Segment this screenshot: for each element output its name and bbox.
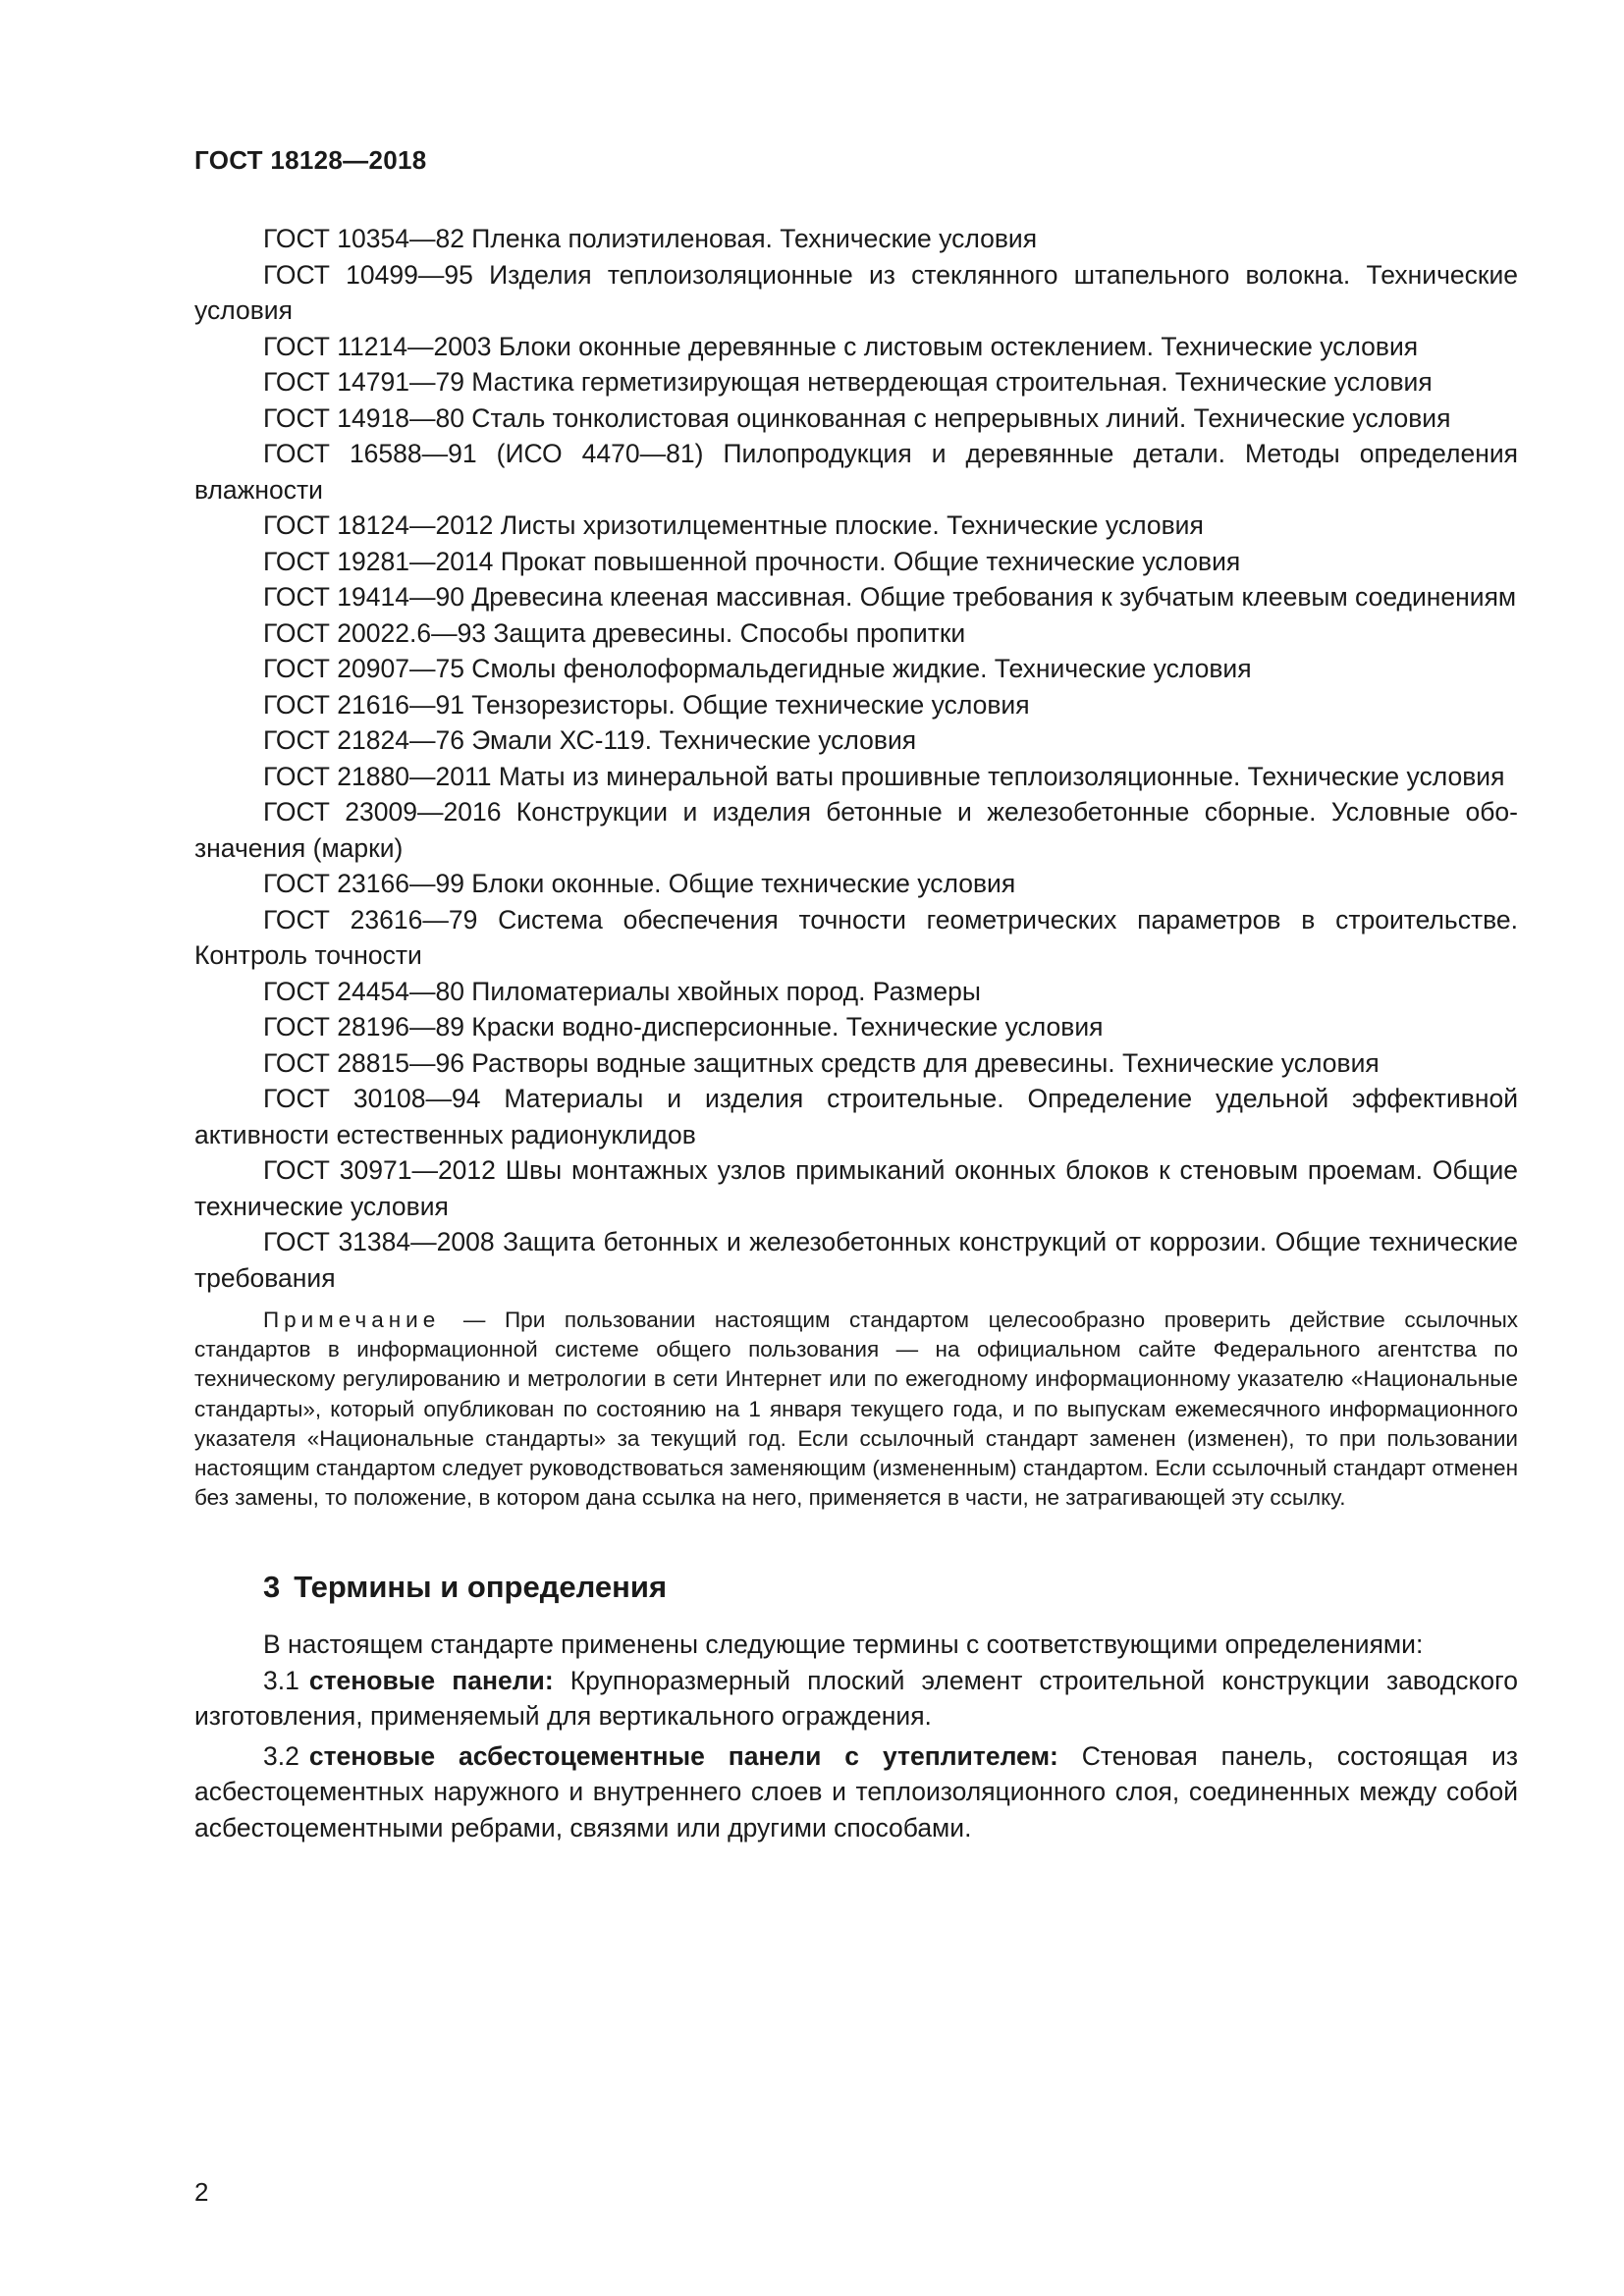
term-name: стеновые панели: (308, 1665, 554, 1695)
section-number: 3 (263, 1570, 281, 1605)
term-number: 3.1 (263, 1665, 299, 1695)
note-label: Примечание (263, 1308, 441, 1332)
section-title: Термины и определения (294, 1570, 668, 1605)
reference-note (194, 1306, 1518, 1513)
page-number: 2 (194, 2177, 209, 2207)
section-intro: В настоящем стандарте применены следующие термины с соответствующими определениями: (263, 1629, 1424, 1660)
reference-item: ГОСТ 21880—2011 Маты из минеральной ваты прошивные теплоизоляционные. Технические условия (263, 761, 1505, 791)
reference-item: ГОСТ 10499—95 Изделия теплоизоляционные из стеклянного штапельного волокна. Технические условия (194, 259, 1518, 325)
page-header-standard-number: ГОСТ 18128—2018 (194, 145, 427, 175)
reference-item: ГОСТ 21824—76 Эмали ХС-119. Технические условия (263, 725, 917, 755)
reference-item: ГОСТ 10354—82 Пленка полиэтиленовая. Технические условия (263, 224, 1038, 253)
reference-item: ГОСТ 20022.6—93 Защита древесины. Способы пропитки (263, 617, 966, 648)
term-text: Стеновая панель, состоящая из асбестоцементных наружного и внутреннего слоев и теплоизоляционного слоя, соединенных между собой асбестоцементными ребрами, связями или другими способами. (194, 1740, 1518, 1842)
reference-item: ГОСТ 20907—75 Смолы фенолоформальдегидные жидкие. Технические условия (263, 654, 1252, 683)
reference-item: ГОСТ 21616—91 Тензорезисторы. Общие технические условия (263, 689, 1030, 720)
reference-item: ГОСТ 28815—96 Растворы водные защитных средств для древесины. Технические условия (263, 1047, 1380, 1078)
reference-item: ГОСТ 18124—2012 Листы хризотилцементные плоские. Технические условия (263, 510, 1204, 540)
term-definition (194, 1663, 1518, 1735)
term-number: 3.2 (263, 1740, 299, 1771)
reference-item: ГОСТ 11214—2003 Блоки оконные деревянные с листовым остеклением. Технические условия (263, 331, 1419, 361)
reference-item: ГОСТ 14791—79 Мастика герметизирующая нетвердеющая строительная. Технические условия (263, 367, 1433, 397)
term-name: стеновые асбестоцементные панели с утеплителем: (308, 1740, 1058, 1771)
reference-item: ГОСТ 19414—90 Древесина клееная массивная. Общие требования к зубчатым клеевым соединениям (263, 582, 1517, 612)
reference-item: ГОСТ 23616—79 Система обеспечения точности геометрических параметров в строительстве. Контроль точности (194, 904, 1518, 970)
reference-item: ГОСТ 24454—80 Пиломатериалы хвойных пород. Размеры (263, 976, 981, 1006)
term-definition (194, 1738, 1518, 1846)
reference-item: ГОСТ 30108—94 Материалы и изделия строительные. Определение удельной эффективной активности естественных радионуклидов (194, 1084, 1518, 1149)
reference-item: ГОСТ 14918—80 Сталь тонколистовая оцинкованная с непрерывных линий. Технические условия (263, 402, 1451, 433)
page-content (194, 221, 1518, 1845)
reference-item: ГОСТ 31384—2008 Защита бетонных и железобетонных конструкций от коррозии. Общие технические требования (194, 1227, 1518, 1293)
reference-item: ГОСТ 19281—2014 Прокат повышенной прочности. Общие технические условия (263, 546, 1241, 576)
note-text: — При пользовании настоящим стандартом целесообразно проверить действие ссылочных стандартов в информационной системе общего пользования — на официальном сайте Федерального агентства по техническому регулированию и метрологии в сети Интернет или по ежегодному информационному указателю «Национальные стандарты», который опубликован по состоянию на 1 января текущего года, и по выпускам ежемесячного информационного указателя «Национальные стандарты» за текущий год. Если ссылочный стандарт заменен (изменен), то при пользовании настоящим стандартом следует руководствоваться заменяющим (измененным) стандартом. Если ссылочный стандарт отменен без замены, то положение, в котором дана ссылка на него, применяется в части, не затрагивающей эту ссылку. (194, 1308, 1518, 1511)
references-list (194, 221, 1518, 1296)
reference-item: ГОСТ 23009—2016 Конструкции и изделия бетонные и железобетонные сборные. Условные обозначения (марки) (194, 797, 1518, 863)
reference-item: ГОСТ 30971—2012 Швы монтажных узлов примыканий оконных блоков к стеновым проемам. Общие технические условия (194, 1155, 1518, 1221)
reference-item: ГОСТ 23166—99 Блоки оконные. Общие технические условия (263, 869, 1016, 898)
reference-item: ГОСТ 16588—91 (ИСО 4470—81) Пилопродукция и деревянные детали. Методы определения влажности (194, 439, 1518, 505)
section-heading (263, 1568, 1518, 1607)
reference-item: ГОСТ 28196—89 Краски водно-дисперсионные. Технические условия (263, 1012, 1104, 1041)
term-text: Крупноразмерный плоский элемент строительной конструкции заводского изготовления, применяемый для вертикального ограждения. (194, 1665, 1518, 1732)
